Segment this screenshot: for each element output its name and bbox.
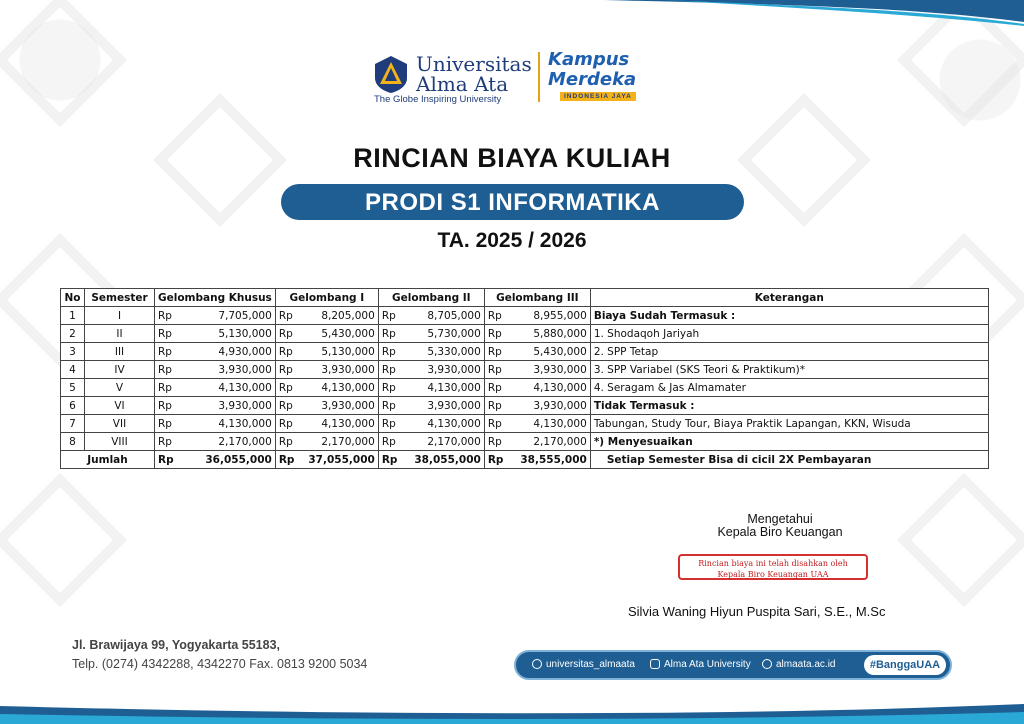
currency-label: Rp: [275, 397, 302, 415]
fee-g3: 2,170,000: [511, 433, 591, 451]
row-keterangan: Tabungan, Study Tour, Biaya Praktik Lapangan, KKN, Wisuda: [590, 415, 988, 433]
fee-g3: 4,130,000: [511, 379, 591, 397]
fee-g1: 8,205,000: [302, 307, 379, 325]
fee-g1: 5,430,000: [302, 325, 379, 343]
youtube-link[interactable]: [650, 659, 751, 670]
currency-label: Rp: [155, 451, 183, 469]
fee-g2: 3,930,000: [405, 397, 485, 415]
currency-label: Rp: [155, 379, 183, 397]
currency-label: Rp: [378, 343, 405, 361]
table-row: [61, 307, 989, 325]
university-name-line2: Alma Ata: [416, 72, 509, 96]
fee-g3: 3,930,000: [511, 361, 591, 379]
row-no: 7: [61, 415, 85, 433]
header-keterangan: Keterangan: [590, 289, 988, 307]
university-name: [416, 54, 532, 94]
currency-label: Rp: [378, 307, 405, 325]
total-khusus: 36,055,000: [182, 451, 275, 469]
logo-area: [372, 50, 662, 110]
currency-label: Rp: [378, 379, 405, 397]
currency-label: Rp: [155, 361, 183, 379]
fee-g1: 4,130,000: [302, 379, 379, 397]
table-row: [61, 415, 989, 433]
row-no: 1: [61, 307, 85, 325]
currency-label: Rp: [275, 343, 302, 361]
prodi-title: PRODI S1 INFORMATIKA: [365, 189, 660, 216]
row-semester: VIII: [85, 433, 155, 451]
row-keterangan: Biaya Sudah Termasuk :: [590, 307, 988, 325]
header-gelombang-3: Gelombang III: [484, 289, 590, 307]
header-semester: Semester: [85, 289, 155, 307]
currency-label: Rp: [155, 325, 183, 343]
fee-khusus: 2,170,000: [182, 433, 275, 451]
youtube-icon: [650, 659, 660, 669]
globe-icon: [762, 659, 772, 669]
row-semester: VII: [85, 415, 155, 433]
bottom-decoration: [0, 684, 1024, 724]
signer-name: Silvia Waning Hiyun Puspita Sari, S.E., M.Sc: [628, 604, 886, 619]
footer-address: [72, 636, 367, 674]
row-keterangan: 1. Shodaqoh Jariyah: [590, 325, 988, 343]
currency-label: Rp: [484, 361, 511, 379]
fee-g2: 3,930,000: [405, 361, 485, 379]
fee-g3: 3,930,000: [511, 397, 591, 415]
logo-divider: [538, 52, 540, 102]
currency-label: Rp: [155, 343, 183, 361]
currency-label: Rp: [378, 361, 405, 379]
currency-label: Rp: [275, 325, 302, 343]
fee-g3: 8,955,000: [511, 307, 591, 325]
kampus-text: Kampus: [548, 49, 630, 70]
currency-label: Rp: [484, 451, 511, 469]
instagram-link[interactable]: [532, 659, 635, 670]
kampus-merdeka-logo: [548, 50, 636, 90]
fee-khusus: 4,930,000: [182, 343, 275, 361]
fee-g2: 2,170,000: [405, 433, 485, 451]
table-row: [61, 433, 989, 451]
address-line: Jl. Brawijaya 99, Yogyakarta 55183,: [72, 638, 281, 652]
page-title: RINCIAN BIAYA KULIAH: [353, 143, 671, 173]
header-gelombang-2: Gelombang II: [378, 289, 484, 307]
currency-label: Rp: [484, 433, 511, 451]
university-name-line1: Universitas: [416, 52, 532, 76]
fee-g1: 2,170,000: [302, 433, 379, 451]
fee-khusus: 3,930,000: [182, 397, 275, 415]
instagram-icon: [532, 659, 542, 669]
fee-g2: 5,330,000: [405, 343, 485, 361]
fee-g1: 5,130,000: [302, 343, 379, 361]
approval-line1: Mengetahui: [747, 512, 813, 526]
currency-label: Rp: [275, 361, 302, 379]
social-bar: [514, 650, 952, 680]
table-row: [61, 343, 989, 361]
fee-g2: 4,130,000: [405, 379, 485, 397]
row-keterangan: 4. Seragam & Jas Almamater: [590, 379, 988, 397]
currency-label: Rp: [484, 379, 511, 397]
row-semester: I: [85, 307, 155, 325]
header-gelombang-1: Gelombang I: [275, 289, 378, 307]
total-g3: 38,555,000: [511, 451, 591, 469]
row-keterangan: *) Menyesuaikan: [590, 433, 988, 451]
row-no: 5: [61, 379, 85, 397]
table-row: [61, 361, 989, 379]
fee-g1: 3,930,000: [302, 397, 379, 415]
currency-label: Rp: [378, 325, 405, 343]
university-crest-icon: [372, 54, 410, 94]
website-link[interactable]: [762, 659, 835, 670]
row-keterangan: 3. SPP Variabel (SKS Teori & Praktikum)*: [590, 361, 988, 379]
youtube-channel: Alma Ata University: [664, 659, 751, 670]
fee-g1: 3,930,000: [302, 361, 379, 379]
fee-g2: 4,130,000: [405, 415, 485, 433]
fee-g3: 4,130,000: [511, 415, 591, 433]
row-no: 3: [61, 343, 85, 361]
table-row: [61, 397, 989, 415]
total-g1: 37,055,000: [302, 451, 379, 469]
prodi-banner: [281, 184, 744, 220]
phone-line: Telp. (0274) 4342288, 4342270 Fax. 0813 9200 5034: [72, 657, 368, 671]
row-semester: III: [85, 343, 155, 361]
approval-line2: Kepala Biro Keuangan: [717, 525, 843, 539]
currency-label: Rp: [275, 433, 302, 451]
currency-label: Rp: [484, 307, 511, 325]
fee-g3: 5,880,000: [511, 325, 591, 343]
currency-label: Rp: [484, 397, 511, 415]
row-semester: IV: [85, 361, 155, 379]
row-semester: V: [85, 379, 155, 397]
table-row: [61, 325, 989, 343]
currency-label: Rp: [378, 415, 405, 433]
fee-g2: 5,730,000: [405, 325, 485, 343]
currency-label: Rp: [275, 415, 302, 433]
fee-khusus: 3,930,000: [182, 361, 275, 379]
total-keterangan: Setiap Semester Bisa di cicil 2X Pembayaran: [590, 451, 988, 469]
total-label: Jumlah: [61, 451, 155, 469]
stamp-line2: Kepala Biro Keuangan UAA: [717, 570, 829, 579]
header-gelombang-khusus: Gelombang Khusus: [155, 289, 276, 307]
merdeka-text: Merdeka: [548, 69, 637, 90]
currency-label: Rp: [484, 415, 511, 433]
row-no: 2: [61, 325, 85, 343]
row-semester: II: [85, 325, 155, 343]
approval-stamp: [678, 554, 868, 580]
total-g2: 38,055,000: [405, 451, 485, 469]
currency-label: Rp: [378, 397, 405, 415]
table-header-row: [61, 289, 989, 307]
currency-label: Rp: [484, 343, 511, 361]
total-row: [61, 451, 989, 469]
fee-khusus: 4,130,000: [182, 415, 275, 433]
fee-khusus: 7,705,000: [182, 307, 275, 325]
currency-label: Rp: [275, 451, 302, 469]
fee-table: [60, 288, 989, 469]
currency-label: Rp: [155, 433, 183, 451]
university-tagline: The Globe Inspiring University: [374, 94, 502, 105]
fee-g3: 5,430,000: [511, 343, 591, 361]
currency-label: Rp: [378, 451, 405, 469]
website-url: almaata.ac.id: [776, 659, 836, 670]
currency-label: Rp: [275, 379, 302, 397]
fee-g1: 4,130,000: [302, 415, 379, 433]
stamp-line1: Rincian biaya ini telah disahkan oleh: [698, 559, 848, 568]
currency-label: Rp: [275, 307, 302, 325]
row-keterangan: Tidak Termasuk :: [590, 397, 988, 415]
fee-khusus: 4,130,000: [182, 379, 275, 397]
row-no: 8: [61, 433, 85, 451]
fee-g2: 8,705,000: [405, 307, 485, 325]
hashtag-badge: #BanggaUAA: [864, 655, 946, 675]
currency-label: Rp: [155, 307, 183, 325]
indonesia-jaya-label: INDONESIA JAYA: [560, 92, 636, 101]
row-no: 6: [61, 397, 85, 415]
row-semester: VI: [85, 397, 155, 415]
top-decoration: [604, 0, 1024, 26]
instagram-handle: universitas_almaata: [546, 659, 635, 670]
header-no: No: [61, 289, 85, 307]
row-no: 4: [61, 361, 85, 379]
currency-label: Rp: [155, 415, 183, 433]
currency-label: Rp: [155, 397, 183, 415]
currency-label: Rp: [484, 325, 511, 343]
currency-label: Rp: [378, 433, 405, 451]
row-keterangan: 2. SPP Tetap: [590, 343, 988, 361]
table-row: [61, 379, 989, 397]
academic-year: TA. 2025 / 2026: [437, 229, 587, 252]
approval-block: [700, 513, 860, 539]
fee-khusus: 5,130,000: [182, 325, 275, 343]
